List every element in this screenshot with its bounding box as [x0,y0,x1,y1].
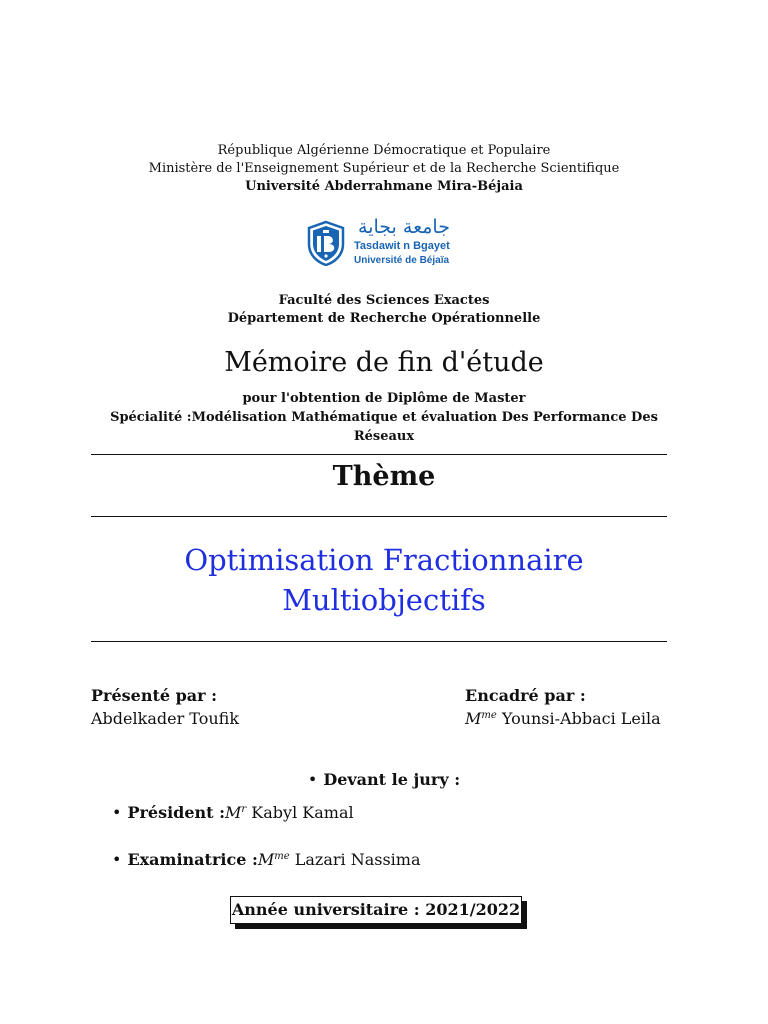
theme-label: Thème [332,461,436,492]
jury-president [112,803,354,822]
president-label: Président : [127,803,226,822]
divider-middle [91,516,667,517]
purpose-line: pour l'obtention de Diplôme de Master [242,391,526,406]
thesis-title [0,540,768,620]
logo-french-text: Université de Béjaïa [354,255,450,266]
thesis-title-line-2: Multiobjectifs [282,583,486,617]
divider-bottom [91,641,667,642]
student-name: Abdelkader Toufik [91,709,240,728]
specialty-line-1: Spécialité :Modélisation Mathématique et évaluation Des Performance Des [110,410,658,425]
supervisor-name: Younsi-Abbaci Leila [501,709,661,728]
university-logo [306,218,458,270]
academic-year-box: Année universitaire : 2021/2022 [230,896,522,924]
thesis-title-line-1: Optimisation Fractionnaire [184,543,584,577]
supervisor [465,709,661,728]
president-name: Kabyl Kamal [251,803,354,822]
examiner-title-sup: me [274,851,290,862]
ministry-line: Ministère de l'Enseignement Supérieur et de la Recherche Scientifique [148,161,620,176]
logo-arabic-text: جامعة بجاية [358,216,450,238]
faculty-line: Faculté des Sciences Exactes [278,293,490,308]
bullet-icon: • [307,770,318,789]
examiner-label: Examinatrice : [127,850,258,869]
examiner-name: Lazari Nassima [294,850,421,869]
republic-line: République Algérienne Démocratique et Populaire [217,143,551,158]
specialty-line-2: Réseaux [353,429,415,444]
memoire-title: Mémoire de fin d'étude [224,347,544,378]
president-title-sup: r [241,804,247,815]
divider-top [91,454,667,455]
examiner-title: M [257,850,275,869]
jury-label: Devant le jury : [323,770,461,789]
supervisor-title-sup: me [481,710,497,721]
department-line: Département de Recherche Opérationnelle [227,311,541,326]
president-title: M [225,803,242,822]
supervisor-title: M [465,709,482,728]
presented-by-label: Présenté par : [91,686,218,705]
logo-kabyle-text: Tasdawit n Bgayet [354,240,450,252]
bullet-icon: • [112,803,122,822]
jury-examiner [112,850,421,869]
jury-heading [0,770,768,789]
supervised-by-label: Encadré par : [465,686,586,705]
bullet-icon: • [112,850,122,869]
university-emblem-icon [306,220,346,266]
university-line: Université Abderrahmane Mira-Béjaia [245,179,523,194]
